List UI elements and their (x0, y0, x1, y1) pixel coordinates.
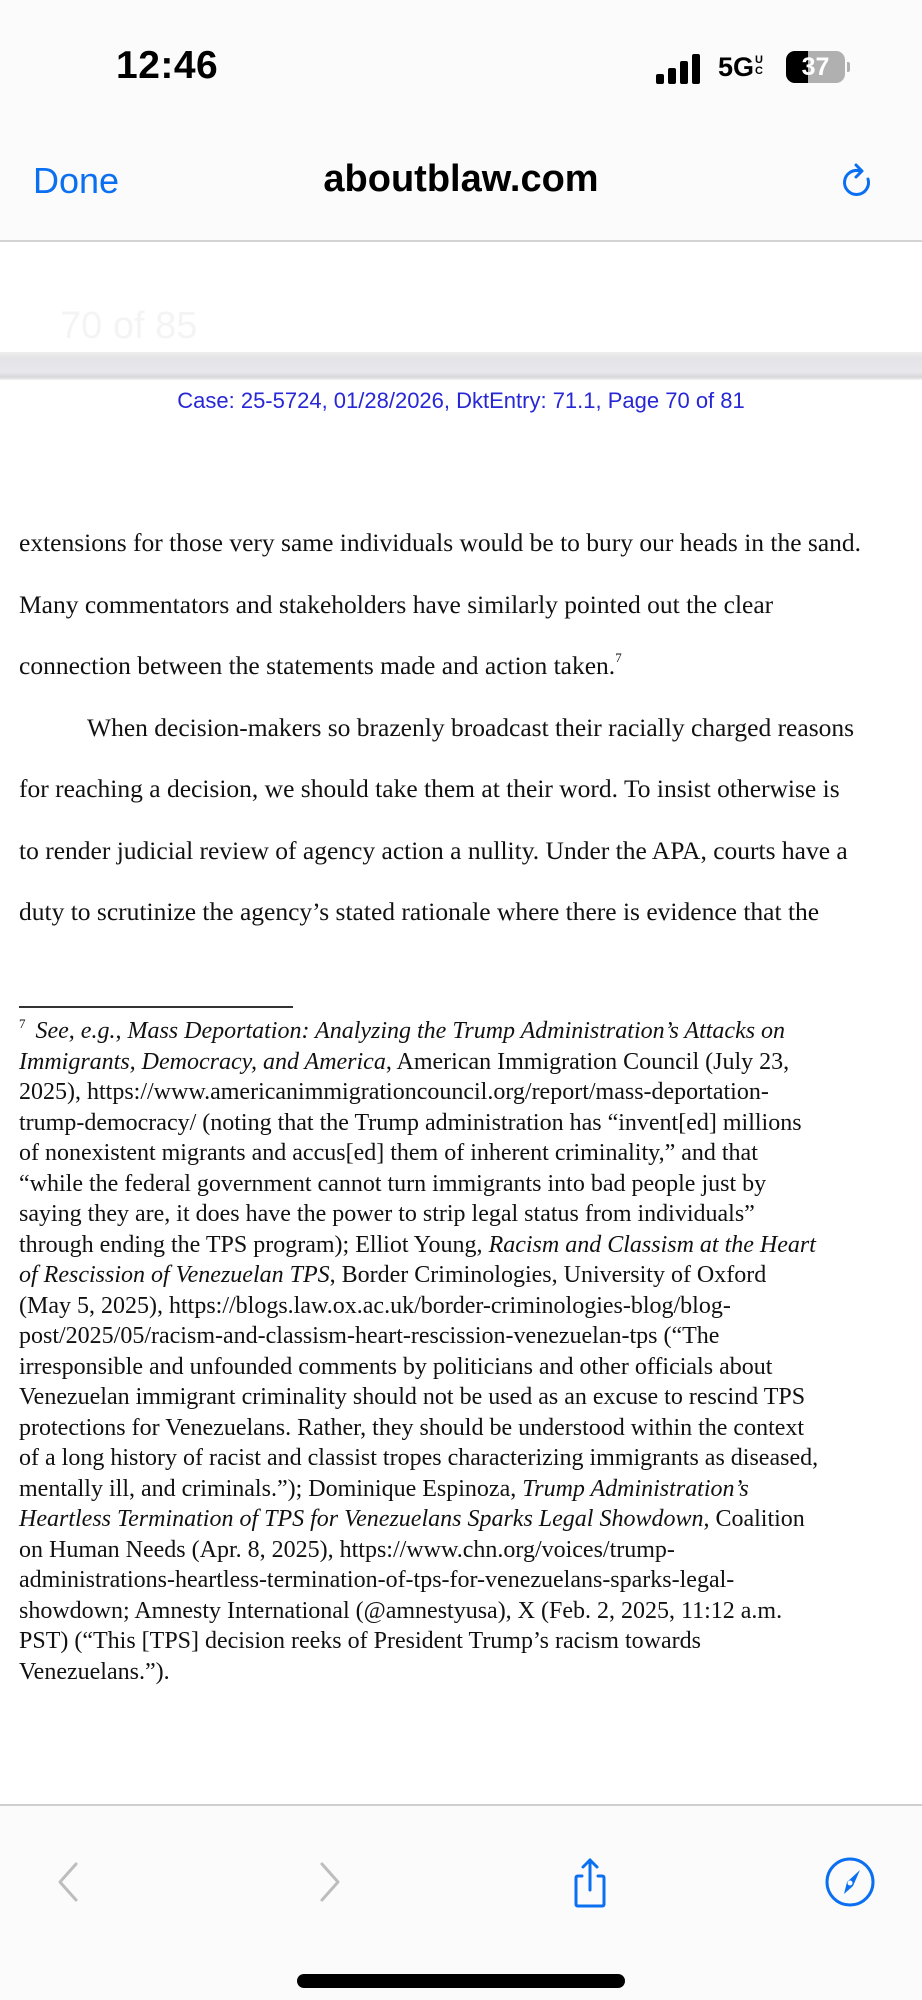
footnote-line (19, 1626, 914, 1657)
footnote-text: irresponsible and unfounded comments by politicians and other officials about (19, 1353, 773, 1380)
italic-citation-title: Mass Deportation: Analyzing the Trump Administration’s Attacks on (127, 1018, 786, 1044)
italic-citation-title: See, e.g. (35, 1018, 116, 1044)
footnote-text: , American Immigration Council (July 23, (385, 1048, 790, 1075)
page-separator (0, 352, 922, 380)
page-domain-title: aboutblaw.com (323, 158, 599, 200)
chevron-right-icon (302, 1854, 358, 1910)
footnote-line (19, 1230, 914, 1261)
footnote-text: of nonexistent migrants and accus[ed] them of inherent criminality,” and that (19, 1140, 758, 1166)
footnote-text: of a long history of racist and classist tropes characterizing immigrants as diseased, (19, 1445, 819, 1471)
footnote-text: 2025), https://www.americanimmigrationcouncil.org/report/mass-deportation- (19, 1079, 769, 1105)
footnote-text: Venezuelans.”). (19, 1658, 170, 1685)
pdf-page (0, 380, 922, 1804)
battery-nub (847, 62, 850, 72)
footnote-line (19, 1504, 914, 1535)
status-bar (0, 0, 922, 120)
footnote-text: showdown; Amnesty International (@amnestyusa), X (Feb. 2, 2025, 11:12 a.m. (19, 1597, 783, 1624)
footnote-text: trump-democracy/ (noting that the Trump administration has “invent[ed] millions (19, 1109, 802, 1136)
footnote-line (19, 1291, 914, 1322)
body-line: to render judicial review of agency action a nullity. Under the APA, courts have a (19, 835, 848, 865)
footnote-line (19, 1657, 914, 1688)
footnote-line (19, 1199, 914, 1230)
footnote-text: Venezuelan immigrant criminality should not be used as an excuse to rescind TPS (19, 1384, 806, 1410)
italic-citation-title: of Rescission of Venezuelan TPS (19, 1262, 330, 1288)
forward-button[interactable] (302, 1854, 358, 1910)
footnote-line (19, 1382, 914, 1413)
footnote-line (19, 1169, 914, 1200)
page-indicator: 70 of 85 (60, 305, 198, 347)
footnote-text: protections for Venezuelans. Rather, they should be understood within the context (19, 1414, 805, 1441)
italic-citation-title: Trump Administration’s (522, 1475, 749, 1502)
footnote-line (19, 1535, 914, 1566)
open-in-safari-button[interactable] (822, 1854, 878, 1910)
footnote-text: , Coalition (703, 1506, 805, 1532)
browser-nav-bar (0, 120, 922, 242)
body-line: Many commentators and stakeholders have similarly pointed out the clear (19, 589, 774, 619)
reload-icon (838, 160, 882, 204)
footnote-line (19, 1443, 914, 1474)
case-header: Case: 25-5724, 01/28/2026, DktEntry: 71.1, Page 70 of 81 (177, 388, 745, 413)
footnote-text: mentally ill, and criminals.”); Dominique Espinoza, (19, 1475, 523, 1502)
footnote-text: , Border Criminologies, University of Oxford (329, 1262, 767, 1288)
body-line: extensions for those very same individuals would be to bury our heads in the sand. (19, 528, 862, 557)
body-text (19, 512, 909, 943)
footnote-reference[interactable]: 7 (615, 650, 622, 665)
body-line: When decision-makers so brazenly broadcast their racially charged reasons (87, 712, 855, 742)
footnote-separator (19, 1006, 293, 1008)
battery-percent: 37 (801, 53, 830, 81)
footnote-line (19, 1565, 914, 1596)
italic-citation-title: Racism and Classism at the Heart (488, 1231, 816, 1258)
footnote-text: saying they are, it does have the power to strip legal status from individuals” (19, 1201, 755, 1227)
network-uc-label: U C (755, 54, 763, 77)
footnote-line (19, 1108, 914, 1139)
footnote-line (19, 1047, 914, 1078)
home-indicator[interactable] (297, 1974, 625, 1988)
footnote-line (19, 1596, 914, 1627)
italic-citation-title: Heartless Termination of TPS for Venezuelans Sparks Legal Showdown (19, 1506, 704, 1532)
footnote-line (19, 1138, 914, 1169)
footnote-text: on Human Needs (Apr. 8, 2025), https://www.chn.org/voices/trump- (19, 1536, 675, 1563)
battery-icon (786, 51, 845, 83)
done-button[interactable]: Done (33, 160, 120, 201)
status-time: 12:46 (116, 44, 219, 87)
italic-citation-title: Immigrants, Democracy, and America (19, 1048, 386, 1075)
footnote-line (19, 1352, 914, 1383)
body-line: duty to scrutinize the agency’s stated rationale where there is evidence that the (19, 897, 820, 926)
footnote-text: PST) (“This [TPS] decision reeks of President Trump’s racism towards (19, 1628, 701, 1654)
browser-toolbar (0, 1804, 922, 2000)
back-button[interactable] (40, 1854, 96, 1910)
footnote-text: , (115, 1018, 128, 1044)
footnote-text: “while the federal government cannot turn immigrants into bad people just by (19, 1170, 767, 1197)
footnote-line (19, 1077, 914, 1108)
footnote-number: 7 (19, 1016, 26, 1031)
footnote-text: through ending the TPS program); Elliot Young, (19, 1231, 489, 1258)
network-type: 5GU C (718, 52, 763, 82)
body-line: connection between the statements made and action taken.$^7$ (19, 650, 622, 680)
body-line: for reaching a decision, we should take them at their word. To insist otherwise is (19, 774, 840, 803)
footnote-line (19, 1413, 914, 1444)
compass-icon (822, 1854, 878, 1910)
footnote-line (19, 1321, 914, 1352)
cellular-signal-icon (656, 54, 702, 84)
footnote-text: (May 5, 2025), https://blogs.law.ox.ac.uk/border-criminologies-blog/blog- (19, 1292, 731, 1319)
footnote-text: administrations-heartless-termination-of-tps-for-venezuelans-sparks-legal- (19, 1567, 735, 1593)
share-icon (562, 1854, 618, 1910)
share-button[interactable] (562, 1854, 618, 1910)
footnote-text: post/2025/05/racism-and-classism-heart-rescission-venezuelan-tps (“The (19, 1323, 720, 1349)
footnote-line (19, 1260, 914, 1291)
chevron-left-icon (40, 1854, 96, 1910)
reload-button[interactable] (838, 160, 882, 204)
footnote-line (19, 1474, 914, 1505)
footnote-7 (19, 1016, 914, 1687)
footnote-line (19, 1016, 914, 1047)
